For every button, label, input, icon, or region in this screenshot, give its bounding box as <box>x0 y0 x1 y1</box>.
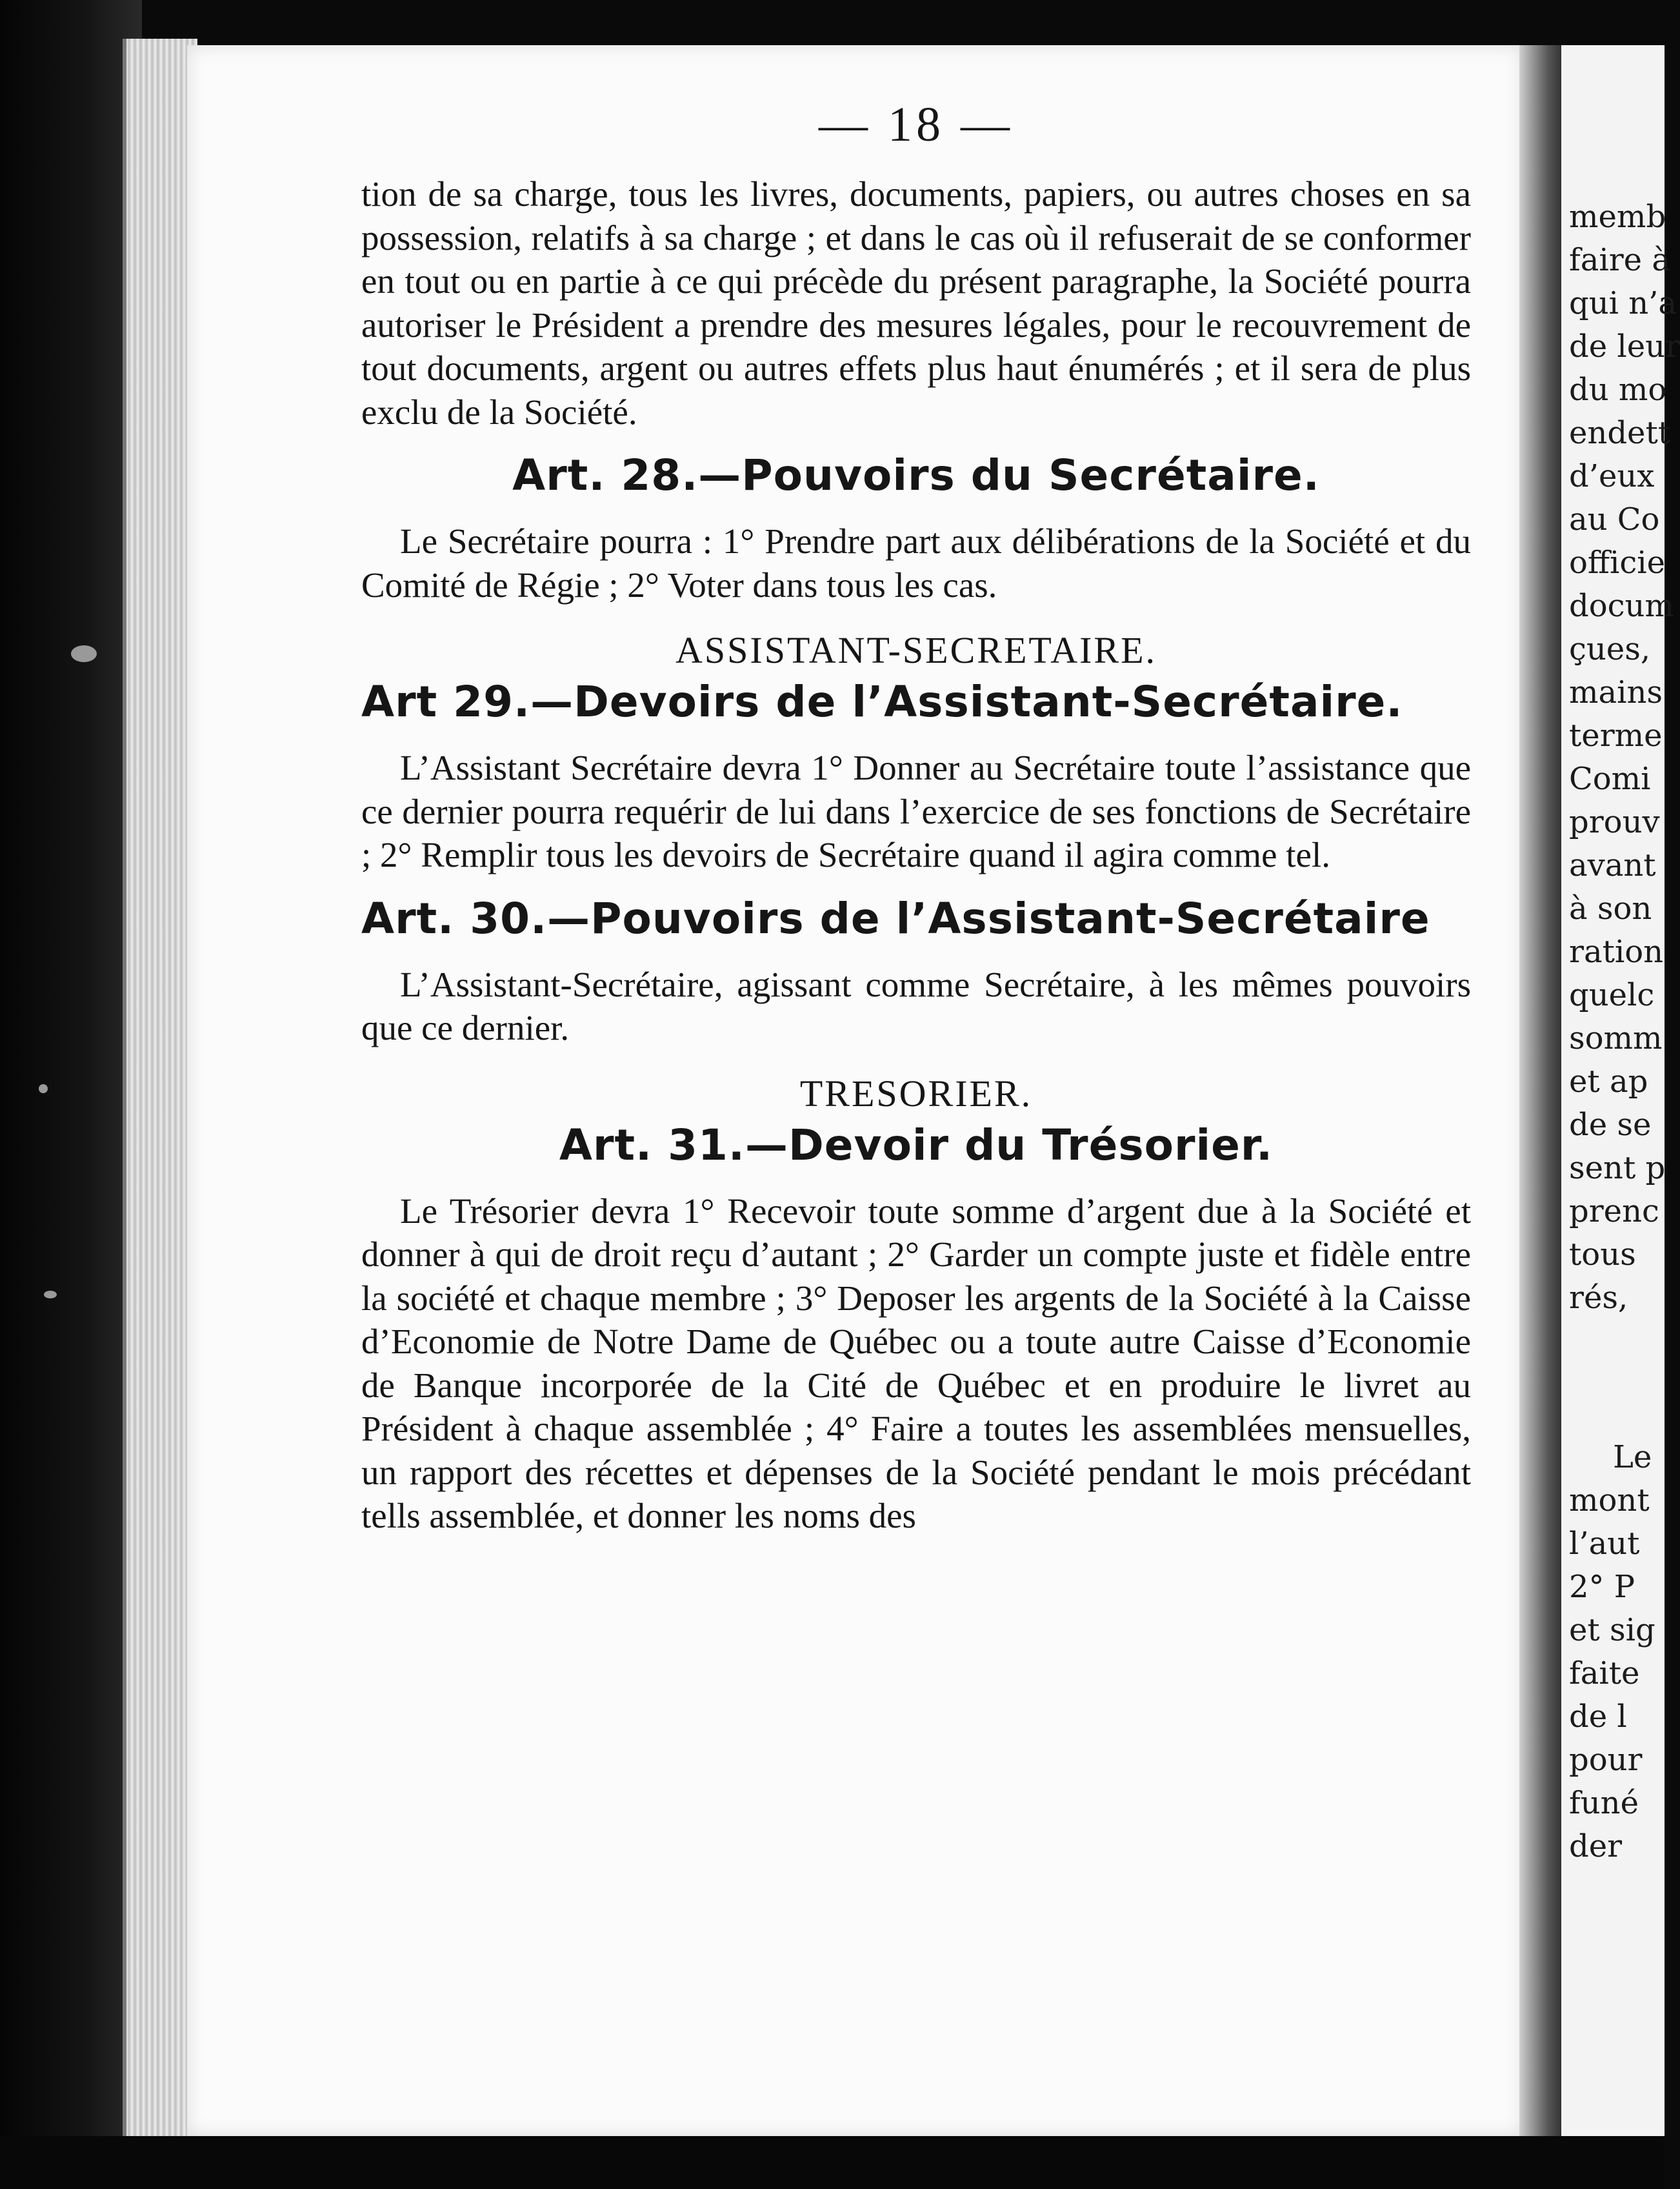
facing-fragment: çues, <box>1569 631 1651 667</box>
article-29-heading: Art 29.—Devoirs de l’Assistant-Secrétaire. <box>361 677 1403 727</box>
facing-fragment: rés, <box>1569 1280 1628 1316</box>
facing-fragment: somm <box>1569 1020 1663 1056</box>
facing-fragment: der <box>1569 1828 1623 1864</box>
article-31-text: Le Trésorier devra 1° Recevoir toute somme d’argent due à la Société et donner à qui de droit reçu d’autant ; 2° Garder un compte juste et fidèle entre la société et chaque membre ; 3° Deposer les argents de la Société à la Caisse d’Economie de Notre Dame de Québec ou a toute autre Caisse d’Economie de Banque incorporée de la Cité de Québec et en produire le livret au Président à chaque assemblée ; 4° Faire a toutes les assemblées mensuelles, un rapport des récettes et dépenses de la Société pendant le mois précédant tells assemblée, et donner les noms des <box>361 1191 1471 1535</box>
facing-fragment: terme <box>1569 718 1663 754</box>
page-text <box>361 97 1471 1538</box>
facing-fragment: Le <box>1613 1439 1652 1475</box>
facing-fragment: officie <box>1569 545 1665 581</box>
page-edges <box>123 39 197 2136</box>
facing-fragment: avant <box>1569 847 1656 883</box>
facing-fragment: prenc <box>1569 1193 1659 1229</box>
facing-fragment: Comi <box>1569 761 1651 797</box>
page-number: — 18 — <box>819 97 1014 152</box>
scan-speck <box>71 645 97 662</box>
article-30-text: L’Assistant-Secrétaire, agissant comme Secrétaire, à les mêmes pouvoirs que ce dernier. <box>361 964 1471 1047</box>
facing-fragment: tous <box>1569 1236 1636 1273</box>
section-heading-assistant-secretaire: ASSISTANT-SECRETAIRE. <box>675 629 1157 671</box>
facing-fragment: faire à <box>1569 242 1670 278</box>
article-30-heading: Art. 30.—Pouvoirs de l’Assistant-Secrétaire <box>361 893 1430 943</box>
article-29-text: L’Assistant Secrétaire devra 1° Donner au Secrétaire toute l’assistance que ce dernier pourra requérir de lui dans l’exercice de ses fonctions de Secrétaire ; 2° Remplir tous les devoirs de Secrétaire quand il agira comme tel. <box>361 748 1471 874</box>
facing-fragment: du mo <box>1569 372 1667 408</box>
facing-fragment: mont <box>1569 1482 1650 1518</box>
facing-fragment: au Co <box>1569 501 1660 538</box>
facing-fragment: quelc <box>1569 977 1655 1013</box>
facing-fragment: de leur <box>1569 328 1680 365</box>
facing-fragment: endett <box>1569 415 1671 451</box>
facing-fragment: qui n’a <box>1569 285 1677 321</box>
scan-speck <box>39 1084 48 1093</box>
facing-page <box>1561 45 1680 2136</box>
facing-fragment: mains <box>1569 674 1663 711</box>
facing-fragment: docum <box>1569 588 1674 624</box>
facing-fragment: l’aut <box>1569 1526 1640 1562</box>
article-28-text: Le Secrétaire pourra : 1° Prendre part aux délibérations de la Société et du Comité de Régie ; 2° Voter dans tous les cas. <box>361 521 1471 605</box>
scan-background-bottom <box>0 2136 1665 2189</box>
scan-background-left <box>0 0 142 2189</box>
facing-fragment: prouv <box>1569 804 1660 840</box>
facing-fragment: à son <box>1569 891 1652 927</box>
facing-fragment: pour <box>1569 1742 1643 1778</box>
facing-fragment: et sig <box>1569 1612 1655 1648</box>
facing-fragment: de se <box>1569 1107 1652 1143</box>
facing-fragment: de l <box>1569 1699 1627 1735</box>
facing-fragment: funé <box>1569 1785 1639 1821</box>
opening-paragraph: tion de sa charge, tous les livres, documents, papiers, ou autres choses en sa possession, relatifs à sa charge ; et dans le cas où il refuserait de se conformer en tout ou en partie à ce qui précède du présent paragraphe, la Société pourra autoriser le Président a prendre des mesures légales, pour le recouvrement de tout documents, argent ou autres effets plus haut énumérés ; et il sera de plus exclu de la Société. <box>361 174 1471 432</box>
facing-fragment: 2° P <box>1569 1569 1635 1605</box>
facing-fragment: ration <box>1569 934 1664 970</box>
section-heading-tresorier: TRESORIER. <box>799 1072 1033 1115</box>
article-28-heading: Art. 28.—Pouvoirs du Secrétaire. <box>512 450 1320 500</box>
article-31-heading: Art. 31.—Devoir du Trésorier. <box>559 1120 1274 1170</box>
facing-fragment: d’eux <box>1569 458 1655 494</box>
facing-fragment: sent p <box>1569 1150 1666 1186</box>
scan-speck <box>44 1291 57 1298</box>
facing-fragment: memb <box>1569 199 1666 235</box>
facing-fragment: faite <box>1569 1655 1640 1691</box>
facing-fragment: et ap <box>1569 1064 1648 1100</box>
